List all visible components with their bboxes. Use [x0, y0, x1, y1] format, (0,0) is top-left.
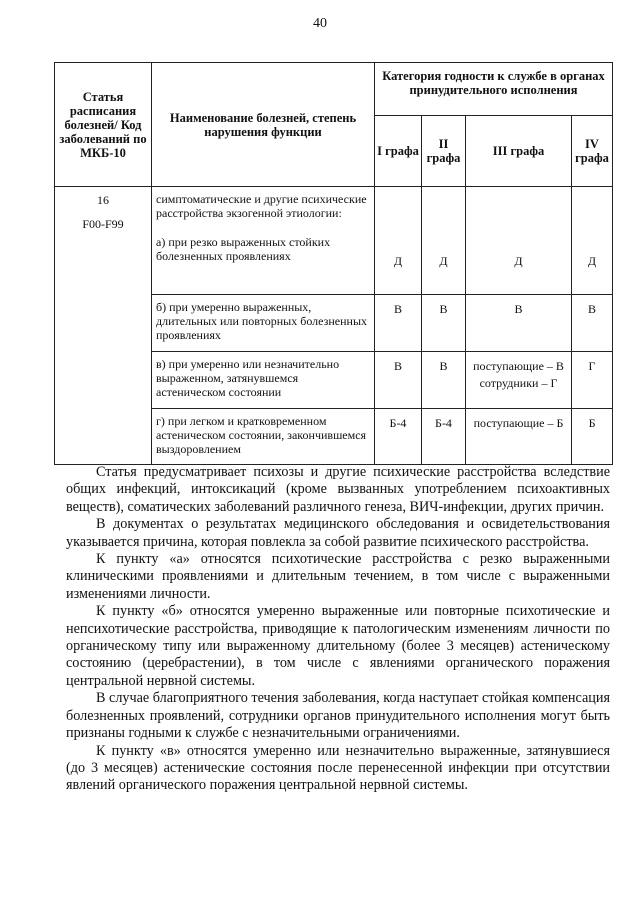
grade-value-applicants: поступающие – В: [473, 359, 564, 373]
grade-value-employees: сотрудники – Г: [479, 376, 558, 390]
grade-value: Б-4: [389, 416, 407, 430]
explanatory-text: [66, 464, 610, 795]
grade-cell: [375, 295, 422, 352]
grade-cell: [466, 409, 572, 465]
grade-cell: [466, 295, 572, 352]
grade-value: В: [588, 302, 597, 316]
grade-value: Д: [393, 254, 403, 268]
grade-cell: [422, 295, 466, 352]
article-number: 16: [97, 193, 109, 207]
grade-cell: [375, 352, 422, 409]
header-article: Статья расписания болезней/ Код заболеваний по МКБ-10: [55, 63, 152, 187]
header-column-2: II графа: [422, 116, 466, 187]
grade-cell: [572, 187, 613, 295]
paragraph: Статья предусматривает психозы и другие психические расстройства вследствие общих инфекций, интоксикаций (кроме вызванных употреблением психоактивных веществ), соматических заболеваний различного генеза, ВИЧ-инфекции, других причин.: [66, 464, 610, 515]
header-column-4: IV графа: [572, 116, 613, 187]
grade-value: Д: [514, 254, 523, 268]
grade-cell: [572, 295, 613, 352]
paragraph: К пункту «в» относятся умеренно или незначительно выраженные, затянувшиеся (до 3 месяцев) астенические состояния после перенесенной инфекции при отсутствии явлений органического поражения центральной нервной системы.: [66, 742, 610, 794]
article-cell: [55, 187, 152, 465]
grade-value: Б: [588, 416, 596, 430]
grade-value: Д: [439, 254, 448, 268]
disease-schedule-table: [54, 62, 613, 465]
row-a-description: а) при резко выраженных стойких болезненных проявлениях: [156, 235, 331, 263]
row-description: б) при умеренно выраженных, длительных или повторных болезненных проявлениях: [152, 295, 375, 352]
grade-cell: [572, 352, 613, 409]
grade-cell: [422, 187, 466, 295]
grade-cell: [422, 352, 466, 409]
header-fitness-category: Категория годности к службе в органах принудительного исполнения: [375, 63, 613, 116]
row-description: в) при умеренно или незначительно выраженном, затянувшемся астеническом состоянии: [152, 352, 375, 409]
grade-value: В: [439, 359, 448, 373]
paragraph: В случае благоприятного течения заболевания, когда наступает стойкая компенсация болезненных проявлений, сотрудники органов принудительного исполнения могут быть признаны годными к службе с незначительными ограничениями.: [66, 690, 610, 742]
grade-value: В: [514, 302, 523, 316]
grade-value: Д: [587, 254, 597, 268]
row-description: г) при легком и кратковременном астеническом состоянии, закончившемся выздоровлением: [152, 409, 375, 465]
paragraph: К пункту «б» относятся умеренно выраженные или повторные психотические и непсихотические расстройства, приводящие к патологическим изменениям личности по органическому типу или выраженному длительному (более 3 месяцев) астеническому состоянию (церебрастении), в том числе с явлениями органического поражения центральной нервной системы.: [66, 603, 610, 689]
grade-cell: [466, 187, 572, 295]
grade-cell: [466, 352, 572, 409]
paragraph: К пункту «а» относятся психотические расстройства с резко выраженными клиническими проявлениями и длительным течением, в том числе с выраженными изменениями личности.: [66, 551, 610, 602]
row-description: [152, 187, 375, 295]
grade-value: Б-4: [435, 416, 452, 430]
grade-cell: [375, 187, 422, 295]
grade-cell: [572, 409, 613, 465]
grade-cell: [375, 409, 422, 465]
table-row: [55, 187, 613, 295]
page-number: 40: [313, 16, 327, 31]
header-disease-name: Наименование болезней, степень нарушения функции: [152, 63, 375, 187]
grade-value: В: [393, 359, 402, 373]
grade-value: Г: [588, 359, 596, 373]
article-code: F00-F99: [82, 217, 124, 231]
header-column-1: I графа: [375, 116, 422, 187]
paragraph: В документах о результатах медицинского обследования и освидетельствования указывается причина, которая повлекла за собой развитие психического расстройства.: [66, 516, 610, 550]
grade-value: В: [439, 302, 448, 316]
grade-cell: [422, 409, 466, 465]
header-column-3: III графа: [466, 116, 572, 187]
grade-value: В: [393, 302, 402, 316]
grade-value: поступающие – Б: [473, 416, 564, 430]
article-intro: симптоматические и другие психические расстройства экзогенной этиологии:: [156, 192, 367, 220]
